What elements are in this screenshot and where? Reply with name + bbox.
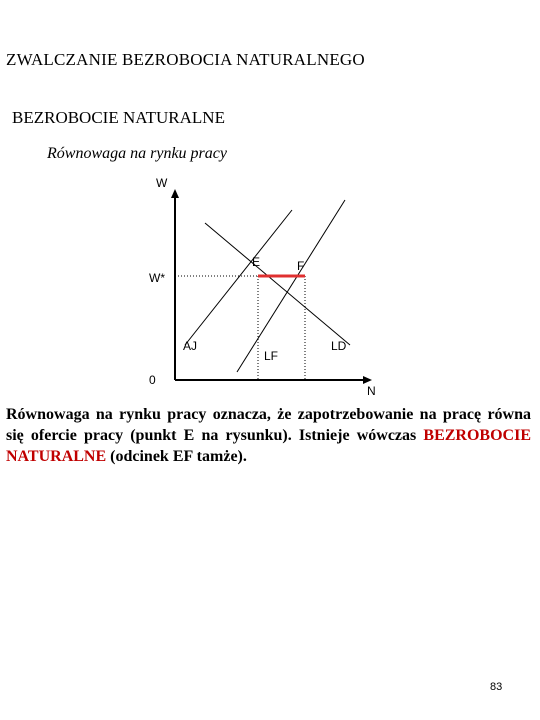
section-subtitle: BEZROBOCIE NATURALNE <box>12 108 225 127</box>
x-axis-arrow <box>363 376 372 384</box>
diagram-caption: Równowaga na rynku pracy <box>47 145 227 162</box>
ld-curve-label: LD <box>331 339 347 353</box>
body-text-before: Równowaga na rynku pracy oznacza, że zapotrzebowanie na pracę równa się ofercie pracy (punkt E na rysunku). Istnieje wówczas <box>6 406 531 444</box>
wage-level-label: W* <box>149 271 165 285</box>
aj-curve-label: AJ <box>183 339 198 353</box>
lf-curve-label: LF <box>264 349 279 363</box>
point-f-label: F <box>297 259 305 273</box>
y-axis-label: W <box>156 176 168 190</box>
origin-label: 0 <box>149 373 156 387</box>
lf-curve <box>237 200 345 372</box>
x-axis-label: N <box>367 384 376 398</box>
y-axis-arrow <box>171 189 179 198</box>
natural-unemployment-highlight: BEZROBOCIE NATURALNE <box>6 427 531 465</box>
body-paragraph <box>6 404 531 467</box>
page-number: 83 <box>490 681 503 693</box>
ld-curve <box>205 223 350 345</box>
point-e-label: E <box>252 255 261 269</box>
page-title: ZWALCZANIE BEZROBOCIA NATURALNEGO <box>6 50 365 69</box>
body-text-after: (odcinek EF tamże). <box>106 448 247 465</box>
